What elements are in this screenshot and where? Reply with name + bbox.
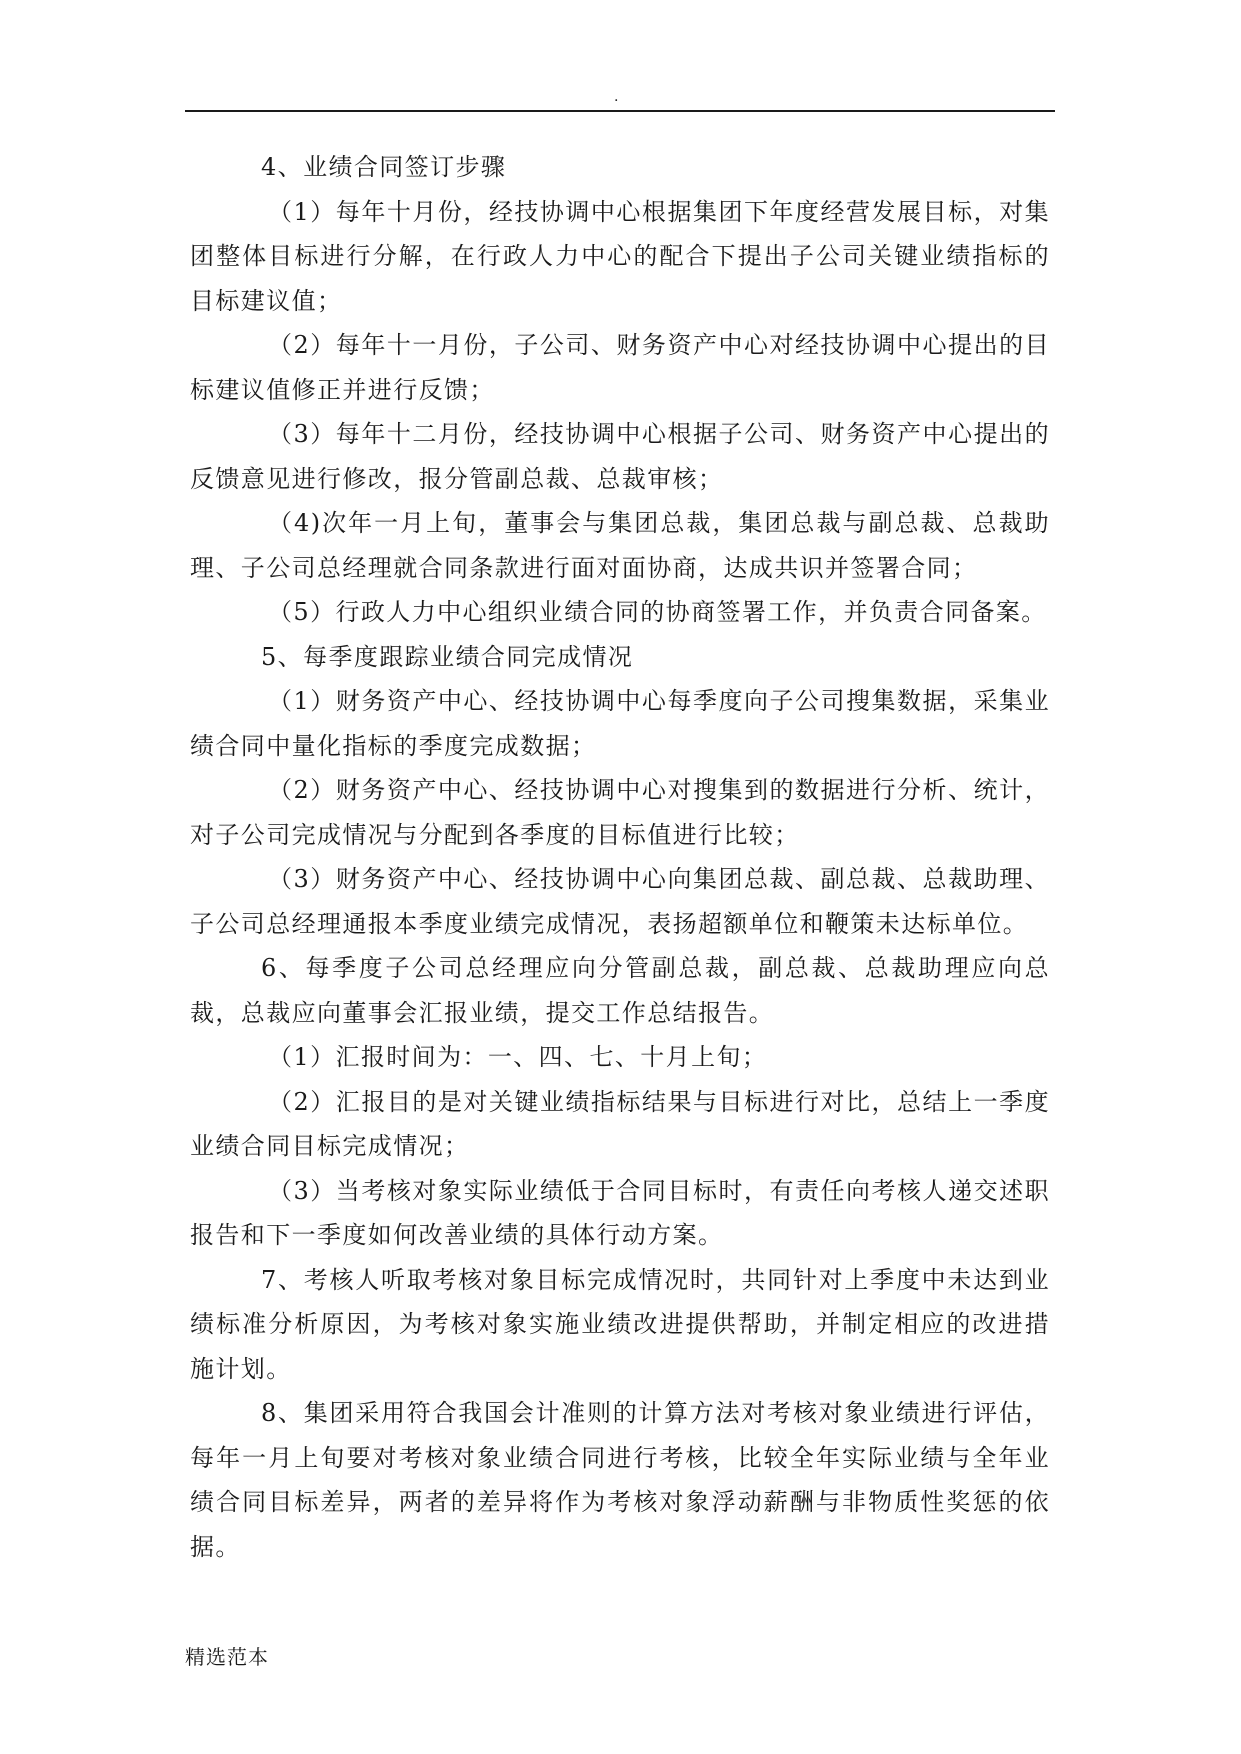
sub-item-paragraph: （3）每年十二月份，经技协调中心根据子公司、财务资产中心提出的反馈意见进行修改，报分管副总裁、总裁审核； — [190, 420, 1050, 493]
sub-item-paragraph: （3）当考核对象实际业绩低于合同目标时，有责任向考核人递交述职报告和下一季度如何改善业绩的具体行动方案。 — [190, 1176, 1050, 1249]
sub-item-paragraph: （3）财务资产中心、经技协调中心向集团总裁、副总裁、总裁助理、子公司总经理通报本季度业绩完成情况，表扬超额单位和鞭策未达标单位。 — [190, 865, 1050, 938]
section-paragraph: 4、业绩合同签订步骤 — [261, 153, 507, 181]
sub-item-paragraph: （2）每年十一月份，子公司、财务资产中心对经技协调中心提出的目标建议值修正并进行反馈； — [190, 331, 1050, 404]
section-paragraph: 6、每季度子公司总经理应向分管副总裁，副总裁、总裁助理应向总裁，总裁应向董事会汇报业绩，提交工作总结报告。 — [190, 954, 1050, 1027]
section-paragraph: 5、每季度跟踪业绩合同完成情况 — [261, 642, 634, 671]
footer-label: 精选范本 — [185, 1645, 269, 1669]
document-body — [190, 145, 1050, 1569]
section-paragraph: 7、考核人听取考核对象目标完成情况时，共同针对上季度中未达到业绩标准分析原因，为考核对象实施业绩改进提供帮助，并制定相应的改进措施计划。 — [190, 1265, 1050, 1383]
sub-item-paragraph: （4)次年一月上旬，董事会与集团总裁，集团总裁与副总裁、总裁助理、子公司总经理就合同条款进行面对面协商，达成共识并签署合同； — [190, 509, 1050, 582]
sub-item-paragraph: （1）财务资产中心、经技协调中心每季度向子公司搜集数据，采集业绩合同中量化指标的季度完成数据； — [190, 687, 1050, 760]
sub-item-paragraph: （2）汇报目的是对关键业绩指标结果与目标进行对比，总结上一季度业绩合同目标完成情况； — [190, 1087, 1050, 1160]
sub-item-paragraph: （2）财务资产中心、经技协调中心对搜集到的数据进行分析、统计，对子公司完成情况与分配到各季度的目标值进行比较； — [190, 776, 1050, 849]
sub-item-paragraph: （5）行政人力中心组织业绩合同的协商签署工作，并负责合同备案。 — [268, 598, 1047, 626]
header-dot: . — [614, 89, 619, 105]
sub-item-paragraph: （1）每年十月份，经技协调中心根据集团下年度经营发展目标，对集团整体目标进行分解，在行政人力中心的配合下提出子公司关键业绩指标的目标建议值； — [190, 197, 1050, 315]
header-rule — [185, 110, 1055, 112]
sub-item-paragraph: （1）汇报时间为：一、四、七、十月上旬； — [268, 1043, 768, 1071]
section-paragraph: 8、集团采用符合我国会计准则的计算方法对考核对象业绩进行评估，每年一月上旬要对考核对象业绩合同进行考核，比较全年实际业绩与全年业绩合同目标差异，两者的差异将作为考核对象浮动薪酬与非物质性奖惩的依据。 — [190, 1399, 1050, 1561]
